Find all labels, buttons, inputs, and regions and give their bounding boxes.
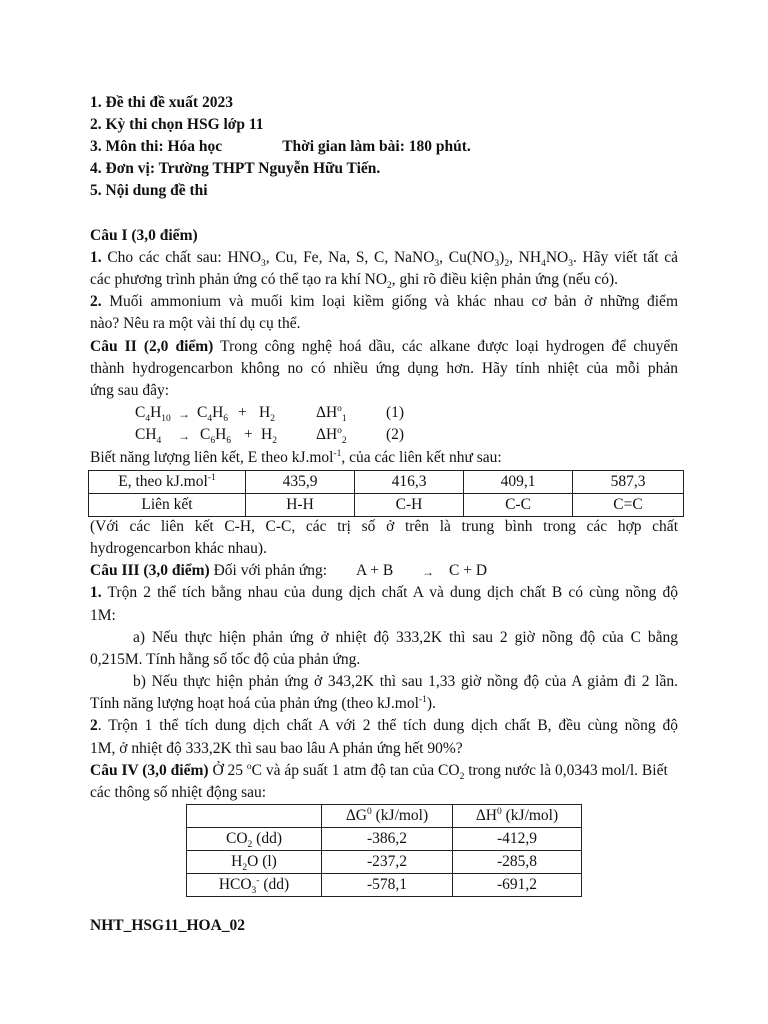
table-cell: H-H	[246, 494, 355, 517]
table-row	[89, 494, 684, 517]
table-cell: $\Delta G^0$ (kJ/mol)	[322, 805, 453, 828]
header-line-2: 2. Kỳ thi chọn HSG lớp 11	[90, 116, 264, 133]
header-line-1: 1. Đề thi đề xuất 2023	[90, 94, 233, 111]
q4-line2: các thông số nhiệt động sau:	[90, 784, 267, 801]
table-row	[187, 805, 582, 828]
table-cell: 409,1	[464, 471, 573, 494]
q3-title-line: Câu III (3,0 điểm) Đối với phản ứng:	[90, 562, 328, 579]
q3-b-line2: Tính năng lượng hoạt hoá của phản ứng (theo kJ.mol$^{-1}$).	[90, 694, 436, 712]
q3-products: C + D	[449, 562, 488, 579]
table-cell: -386,2	[322, 828, 453, 851]
table-cell: -578,1	[322, 874, 453, 897]
table-row	[187, 828, 582, 851]
table-cell: $CO_2$ (dd)	[187, 828, 322, 851]
table-cell: $H_2O$ (l)	[187, 851, 322, 874]
table-cell: Liên kết	[89, 494, 246, 517]
table-row	[187, 874, 582, 897]
q2-note-line1: (Với các liên kết C-H, C-C, các trị số ở trên là trung bình trong các hợp chất	[90, 518, 678, 535]
header-line-3	[90, 137, 471, 157]
q1-title: Câu I (3,0 điểm)	[90, 227, 198, 244]
table-cell: $HCO_3^-$ (dd)	[187, 874, 322, 897]
table-cell: $\Delta H^0$ (kJ/mol)	[453, 805, 582, 828]
bond-energy-table	[88, 470, 684, 517]
table-cell: -237,2	[322, 851, 453, 874]
thermo-table	[186, 804, 582, 897]
q3-b-line1: b) Nếu thực hiện phản ứng ở 343,2K thì sau 1,33 giờ nồng độ của A giảm đi 2 lần.	[133, 673, 678, 690]
q1-p1-line1: 1. Cho các chất sau: $HNO_3$, Cu, Fe, Na, S, C, NaNO$_3$, $Cu(NO_3)_2$, $NH_4NO_3$. Hãy viết tất cả	[90, 249, 679, 270]
document-code: NHT_HSG11_HOA_02	[90, 917, 246, 934]
subject: 3. Môn thi: Hóa học	[90, 138, 223, 155]
q3-a-line2: 0,215M. Tính hằng số tốc độ của phản ứng.	[90, 651, 361, 668]
table-cell: -412,9	[453, 828, 582, 851]
table-cell: C=C	[573, 494, 684, 517]
table-cell: 435,9	[246, 471, 355, 494]
q3-arrow: →	[422, 565, 434, 579]
table-cell: 416,3	[355, 471, 464, 494]
header-line-4: 4. Đơn vị: Trường THPT Nguyễn Hữu Tiến.	[90, 160, 381, 177]
q1-p2-line1: 2. Muối ammonium và muối kim loại kiềm giống và khác nhau cơ bản ở những điểm	[90, 293, 678, 310]
table-cell: -285,8	[453, 851, 582, 874]
table-cell: 587,3	[573, 471, 684, 494]
table-cell: E, theo kJ.mol$^{-1}$	[89, 471, 246, 494]
table-row	[187, 851, 582, 874]
table-cell: -691,2	[453, 874, 582, 897]
q3-p1-line1: 1. Trộn 2 thể tích bằng nhau của dung dịch chất A và dung dịch chất B có cùng nồng độ	[90, 584, 678, 601]
header-line-5: 5. Nội dung đề thi	[90, 182, 208, 199]
bond-energy-intro: Biết năng lượng liên kết, E theo kJ.mol$^{-1}$, của các liên kết như sau:	[90, 448, 502, 466]
table-cell	[187, 805, 322, 828]
table-cell: C-C	[464, 494, 573, 517]
q2-line1: Câu II (2,0 điểm) Trong công nghệ hoá dầu, các alkane được loại hydrogen để chuyển	[90, 338, 679, 355]
q3-a-line1: a) Nếu thực hiện phản ứng ở nhiệt độ 333,2K thì sau 2 giờ nồng độ của C bằng	[133, 629, 678, 646]
q3-reactants: A + B	[356, 562, 394, 579]
table-cell: C-H	[355, 494, 464, 517]
table-row	[89, 471, 684, 494]
q2-note-line2: hydrogencarbon khác nhau).	[90, 540, 267, 557]
q3-p2-line1: 2. Trộn 1 thể tích dung dịch chất A với 2 thể tích dung dịch chất B, đều cùng nồng độ	[90, 717, 678, 734]
q2-line2: thành hydrogencarbon không no có nhiều ứng dụng hơn. Hãy tính nhiệt của mỗi phản	[90, 360, 678, 377]
q2-line3: ứng sau đây:	[90, 382, 169, 399]
q1-p2-line2: nào? Nêu ra một vài thí dụ cụ thể.	[90, 315, 301, 332]
time-limit: Thời gian làm bài: 180 phút.	[282, 138, 471, 155]
q3-p1-line2: 1M:	[90, 607, 116, 624]
q1-p1-line2: các phương trình phản ứng có thể tạo ra khí $NO_2$, ghi rõ điều kiện phản ứng (nếu có).	[90, 271, 618, 292]
q3-p2-line2: 1M, ở nhiệt độ 333,2K thì sau bao lâu A phản ứng hết 90%?	[90, 740, 463, 757]
q4-line1: Câu IV (3,0 điểm) Ở 25 $^o$C và áp suất 1 atm độ tan của $CO_2$ trong nước là 0,0343 mol/l. Biết	[90, 761, 668, 783]
